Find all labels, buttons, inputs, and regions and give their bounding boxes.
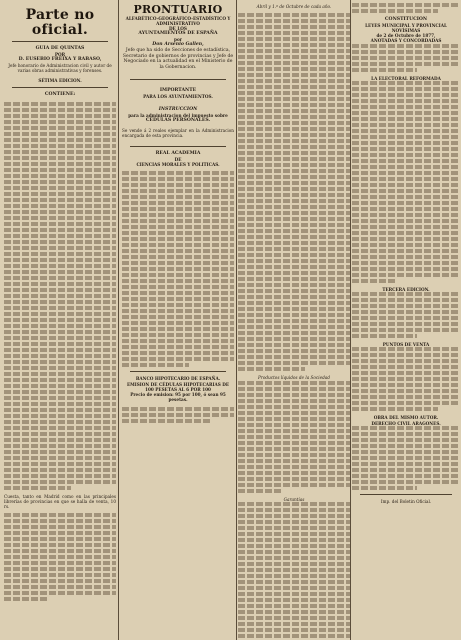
body-text-block — [352, 292, 460, 338]
academy-name: CIENCIAS MORALES Y POLITICAS. — [136, 162, 220, 168]
constitution-subtitle-2: NOVÍSIMAS — [391, 27, 421, 33]
same-author-title: OBRA DEL MISMO AUTOR. — [373, 415, 439, 421]
column-2 — [122, 0, 234, 640]
section-title: Parte no oficial. — [25, 7, 95, 38]
author-description: Jefe honorario de Administracion civil y autor de varias obras administrativas y forenses. — [8, 63, 112, 74]
author-description: Jefe que ha sido de Secciones de estadística, Secretario de gobiernos de provincias y Jefe de Negociado en la actualidad en el Ministerio de la Gobernacion. — [122, 48, 234, 71]
body-text-block — [122, 171, 234, 367]
price-note: Se vende á 2 reales ejemplar en la Administracion encargada de esta provincia. — [122, 127, 234, 138]
column-header: Abril y 1.º de Octubre de cada año. — [256, 4, 332, 9]
contents-header: CONTIENE: — [44, 91, 76, 97]
de-los-label: DE LOS — [169, 26, 187, 32]
academy-title: REAL ACADEMIA — [155, 151, 201, 157]
body-text-block — [352, 44, 460, 72]
edition-label: SÉTIMA EDICION. — [38, 77, 82, 83]
points-of-sale-header: PUNTOS DE VENTA — [382, 342, 430, 348]
constitution-date: de 2 de Octubre de 1877, — [376, 33, 436, 39]
section-subtitle: Productos líquidos de la Sociedad — [258, 375, 330, 381]
author-name: D. EUSEBIO FREIXA Y RABASO, — [18, 57, 102, 63]
body-text-block — [352, 81, 460, 283]
prontuario-title: PRONTUARIO — [133, 3, 223, 16]
academy-de: DE — [174, 156, 182, 162]
derecho-title: DERECHO CIVIL ARAGONES. — [371, 420, 441, 426]
body-text-block — [122, 407, 234, 423]
por-label: POR — [54, 52, 66, 58]
body-text-block — [4, 102, 116, 490]
guide-header: GUIA DE QUINTAS — [35, 46, 85, 52]
bank-title: BANCO HIPOTECARIO DE ESPAÑA. — [135, 376, 221, 382]
important-title: IMPORTANTE — [159, 87, 197, 93]
instruction-subtitle: para la administracion del impuesto sobre — [128, 112, 228, 118]
section-subtitle: Garantías — [283, 496, 305, 502]
electoral-title: LA ELECTORAL REFORMADA — [371, 75, 441, 81]
column-rule — [118, 0, 119, 640]
body-text-block — [352, 3, 460, 13]
body-text-block — [352, 426, 460, 490]
annotated-label: ANOTADAS Y CONCORDADAS — [370, 38, 442, 44]
prontuario-subtitle: ALFABÉTICO-GEOGRÁFICO-ESTADÍSTICO Y ADMINISTRATIVO — [125, 15, 231, 26]
column-4 — [352, 0, 460, 640]
body-text-block — [238, 13, 350, 371]
constitution-subtitle: LEYES MUNICIPAL Y PROVINCIAL — [365, 22, 447, 28]
price-note: Cuesta, tanto en Madrid como en las principales librerías de provincias en que se halla de venta, 10 rs. — [4, 493, 116, 510]
author-name: Don Arsenio Gallen, — [152, 42, 204, 48]
column-1 — [4, 0, 116, 640]
printer-imprint: Imp. del Boletin Oficial. — [380, 498, 432, 504]
important-subtitle: PARA LOS AYUNTAMIENTOS. — [143, 93, 213, 99]
bank-price: Precio de emision: 95 por 100, ó sean 95 pesetas. — [130, 392, 226, 403]
body-text-block — [238, 502, 350, 640]
por-label: por — [174, 37, 182, 43]
ayuntamientos-label: AYUNTAMIENTOS DE ESPAÑA — [138, 31, 218, 37]
constitution-title: CONSTITUCION — [384, 17, 428, 22]
bank-subtitle: EMISION DE CÉDULAS HIPOTECARIAS DE 100 PESETAS AL 6 POR 100 — [126, 381, 230, 392]
cedulas-label: CÉDULAS PERSONALES. — [145, 117, 211, 123]
column-3 — [238, 0, 350, 640]
instruction-title: INSTRUCCION — [158, 106, 198, 112]
body-text-block — [352, 347, 460, 411]
column-rule — [350, 0, 351, 640]
body-text-block — [4, 513, 116, 601]
body-text-block — [238, 381, 350, 493]
column-rule — [236, 0, 237, 640]
third-edition-label: TERCERA EDICION. — [382, 286, 430, 292]
